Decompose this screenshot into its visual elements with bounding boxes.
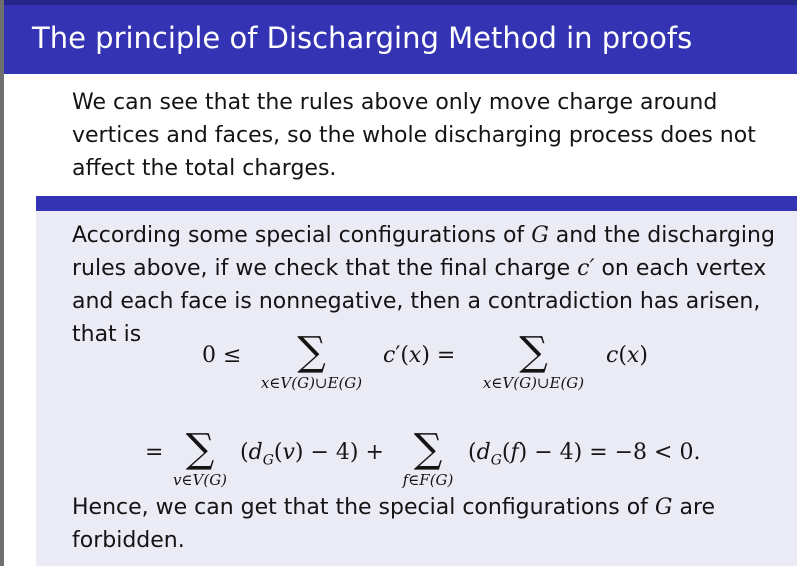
block-header [36, 196, 797, 211]
sum2-subscript: x∈V(G)∪E(G) [482, 374, 585, 392]
eq2-term4: $(d_G(f) - 4) = -8 < 0$. [468, 440, 701, 469]
eq2-term3: $(d_G(v) - 4)$ + [240, 440, 384, 469]
eq2-equals: = [145, 440, 164, 465]
block-paragraph [72, 219, 787, 351]
sum-symbol: ∑ [519, 329, 548, 375]
math-c-prime: c′ [577, 256, 595, 281]
math-G: G [531, 223, 549, 248]
sum1-subscript: x∈V(G)∪E(G) [260, 374, 363, 392]
closing-text-1: Hence, we can get that the special configurations of [72, 495, 655, 520]
closing-paragraph [72, 491, 787, 557]
closing-text-2: are forbidden. [72, 495, 716, 553]
sum-symbol: ∑ [413, 426, 443, 472]
eq1-sum2 [466, 329, 601, 392]
eq1-term2: c(x) [606, 343, 648, 368]
math-G: G [654, 495, 673, 520]
sum-symbol: ∑ [297, 329, 326, 375]
sum-symbol: ∑ [185, 426, 215, 472]
eq1-term1: c′(x) = [383, 343, 456, 368]
eq2-sum3 [165, 426, 235, 489]
left-edge-bar [0, 0, 4, 566]
intro-paragraph: We can see that the rules above only move charge around vertices and faces, so the whole discharging process does not affect the total charges. [72, 90, 756, 181]
block-text-2: and the discharging rules above, if we check that the final charge [72, 223, 775, 281]
eq1-lhs: 0 ≤ [202, 343, 242, 368]
block-text-3: on each vertex and each face is nonnegative, then a contradiction has arisen, that is [72, 256, 767, 347]
frame-title-bar [4, 0, 797, 74]
sum4-subscript: f∈F(G) [402, 471, 454, 489]
eq2-sum4 [392, 426, 464, 489]
sum3-subscript: v∈V(G) [172, 471, 228, 489]
eq1-sum1 [244, 329, 379, 392]
block-text-1: According some special configurations of [72, 223, 532, 248]
frame-title: The principle of Discharging Method in proofs [32, 21, 693, 55]
